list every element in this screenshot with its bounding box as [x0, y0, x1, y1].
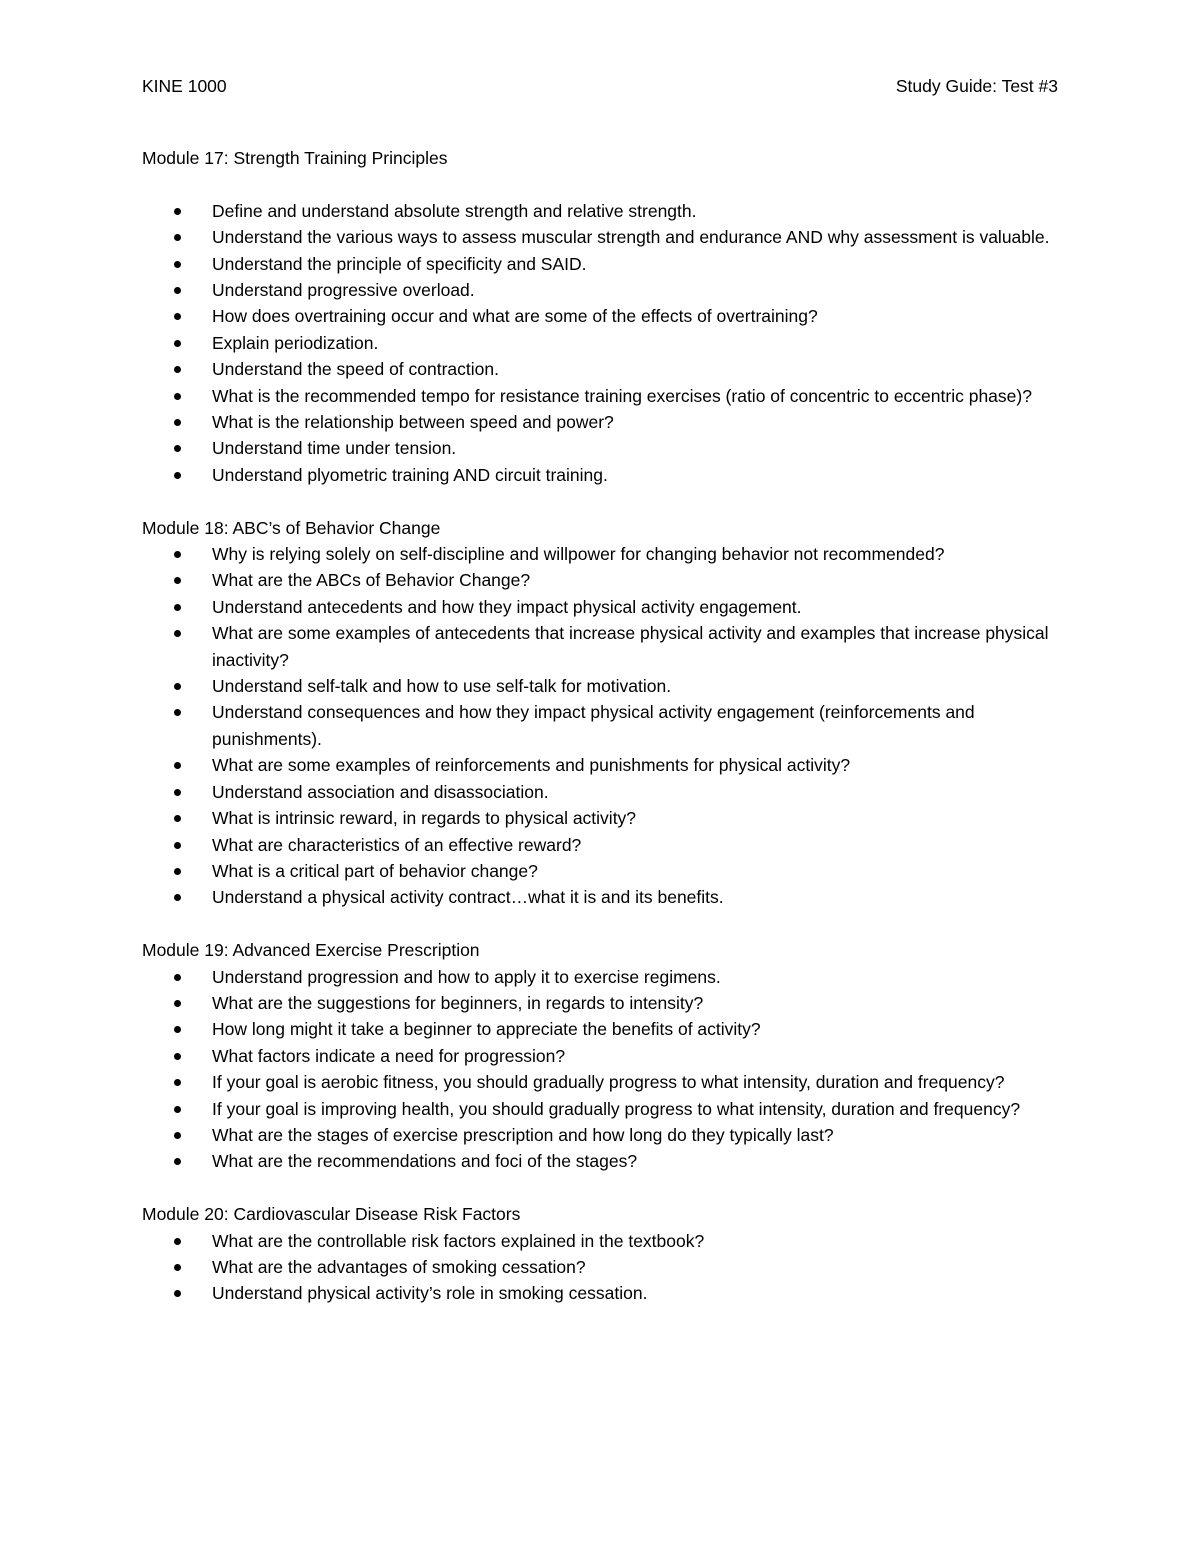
list-item [142, 699, 1062, 752]
bullet-icon [174, 762, 181, 769]
list-item-text: How long might it take a beginner to appreciate the benefits of activity? [212, 1019, 761, 1040]
list-item-text: What factors indicate a need for progression? [212, 1045, 566, 1066]
list-item-text: Why is relying solely on self-discipline and willpower for changing behavior not recommended? [212, 544, 945, 565]
list-item-text: What is the recommended tempo for resistance training exercises (ratio of concentric to eccentric phase)? [212, 385, 1032, 406]
list-item-text: How does overtraining occur and what are some of the effects of overtraining? [212, 306, 818, 327]
module-title: Module 19: Advanced Exercise Prescription [142, 940, 480, 961]
list-item-text: What are the controllable risk factors explained in the textbook? [212, 1230, 705, 1251]
list-item [142, 330, 1062, 356]
bullet-icon [174, 815, 181, 822]
list-item-text: What are some examples of reinforcements and punishments for physical activity? [212, 755, 851, 776]
list-item [142, 356, 1062, 382]
list-item [142, 541, 1062, 567]
list-item [142, 805, 1062, 831]
spacer [142, 911, 1062, 937]
list-item-text: What are the stages of exercise prescription and how long do they typically last? [212, 1124, 834, 1145]
list-item-text: What is the relationship between speed and power? [212, 412, 614, 433]
bullet-icon [174, 789, 181, 796]
bullet-icon [174, 472, 181, 479]
list-item-text: Define and understand absolute strength and relative strength. [212, 200, 697, 221]
list-item-text: What are the recommendations and foci of the stages? [212, 1151, 638, 1172]
list-item [142, 594, 1062, 620]
module-title: Module 20: Cardiovascular Disease Risk Factors [142, 1204, 521, 1225]
list-item-text: What is a critical part of behavior change? [212, 860, 538, 881]
bullet-icon [174, 1264, 181, 1271]
bullet-icon [174, 287, 181, 294]
bullet-icon [174, 208, 181, 215]
bullet-icon [174, 604, 181, 611]
list-item [142, 567, 1062, 593]
module-topic-list [142, 541, 1062, 911]
list-item-text: If your goal is improving health, you should gradually progress to what intensity, duration and frequency? [212, 1098, 1021, 1119]
bullet-icon [174, 366, 181, 373]
module-topic-list [142, 1228, 1062, 1307]
bullet-icon [174, 1238, 181, 1245]
module-section [142, 515, 1062, 937]
list-item [142, 884, 1062, 910]
list-item-text: Understand the speed of contraction. [212, 359, 499, 380]
document-title: Study Guide: Test #3 [895, 76, 1058, 96]
bullet-icon [174, 894, 181, 901]
list-item [142, 462, 1062, 488]
list-item-text: Understand progressive overload. [212, 280, 475, 300]
list-item [142, 1016, 1062, 1042]
list-item [142, 277, 1062, 303]
list-item [142, 673, 1062, 699]
list-item [142, 1280, 1062, 1306]
list-item [142, 832, 1062, 858]
list-item-text: Understand the various ways to assess muscular strength and endurance AND why assessment is valuable. [212, 227, 1050, 248]
list-item-text: What are some examples of antecedents that increase physical activity and examples that increase physical inactivity? [212, 623, 1049, 670]
list-item-text: What is intrinsic reward, in regards to physical activity? [212, 808, 637, 829]
bullet-icon [174, 868, 181, 875]
spacer [142, 488, 1062, 514]
list-item [142, 779, 1062, 805]
list-item-text: Understand self-talk and how to use self-talk for motivation. [212, 676, 672, 697]
spacer [142, 171, 1062, 197]
list-item [142, 990, 1062, 1016]
list-item-text: Understand association and disassociation. [212, 781, 549, 802]
bullet-icon [174, 393, 181, 400]
list-item [142, 1148, 1062, 1174]
bullet-icon [174, 1079, 181, 1086]
list-item [142, 1043, 1062, 1069]
bullet-icon [174, 1026, 181, 1033]
list-item-text: Understand plyometric training AND circuit training. [212, 464, 608, 485]
list-item [142, 1254, 1062, 1280]
course-code: KINE 1000 [142, 76, 227, 96]
list-item-text: Understand time under tension. [212, 438, 457, 459]
study-guide-content [142, 145, 1062, 1307]
bullet-icon [174, 1158, 181, 1165]
bullet-icon [174, 261, 181, 268]
list-item [142, 435, 1062, 461]
spacer [142, 1175, 1062, 1201]
module-title: Module 17: Strength Training Principles [142, 148, 448, 168]
list-item [142, 1122, 1062, 1148]
list-item-text: What are the suggestions for beginners, in regards to intensity? [212, 992, 704, 1013]
bullet-icon [174, 630, 181, 637]
list-item [142, 1228, 1062, 1254]
list-item [142, 198, 1062, 224]
list-item [142, 251, 1062, 277]
bullet-icon [174, 683, 181, 690]
list-item-text: Understand antecedents and how they impact physical activity engagement. [212, 596, 802, 617]
bullet-icon [174, 1053, 181, 1060]
list-item [142, 964, 1062, 990]
bullet-icon [174, 1000, 181, 1007]
module-section [142, 1201, 1062, 1307]
bullet-icon [174, 1106, 181, 1113]
bullet-icon [174, 842, 181, 849]
list-item [142, 620, 1062, 673]
bullet-icon [174, 577, 181, 584]
list-item-text: What are the advantages of smoking cessation? [212, 1256, 586, 1277]
list-item-text: Understand a physical activity contract…what it is and its benefits. [212, 887, 724, 908]
bullet-icon [174, 234, 181, 241]
bullet-icon [174, 445, 181, 452]
module-title: Module 18: ABC’s of Behavior Change [142, 517, 441, 538]
list-item [142, 1096, 1062, 1122]
list-item-text: Understand progression and how to apply it to exercise regimens. [212, 966, 721, 987]
bullet-icon [174, 340, 181, 347]
list-item-text: Understand physical activity’s role in smoking cessation. [212, 1283, 648, 1304]
bullet-icon [174, 974, 181, 981]
module-topic-list [142, 964, 1062, 1175]
list-item [142, 752, 1062, 778]
bullet-icon [174, 313, 181, 320]
bullet-icon [174, 551, 181, 558]
list-item [142, 383, 1062, 409]
module-section [142, 145, 1062, 515]
list-item-text: Understand consequences and how they impact physical activity engagement (reinforcements and punishments). [212, 702, 975, 749]
bullet-icon [174, 1132, 181, 1139]
list-item [142, 303, 1062, 329]
list-item [142, 858, 1062, 884]
list-item-text: If your goal is aerobic fitness, you should gradually progress to what intensity, duration and frequency? [212, 1072, 1005, 1093]
list-item-text: What are characteristics of an effective reward? [212, 834, 582, 855]
list-item [142, 1069, 1062, 1095]
bullet-icon [174, 419, 181, 426]
list-item [142, 409, 1062, 435]
bullet-icon [174, 709, 181, 716]
list-item [142, 224, 1062, 250]
list-item-text: Explain periodization. [212, 332, 379, 353]
module-topic-list [142, 198, 1062, 488]
list-item-text: Understand the principle of specificity and SAID. [212, 253, 587, 274]
list-item-text: What are the ABCs of Behavior Change? [212, 570, 531, 591]
module-section [142, 937, 1062, 1201]
bullet-icon [174, 1290, 181, 1297]
